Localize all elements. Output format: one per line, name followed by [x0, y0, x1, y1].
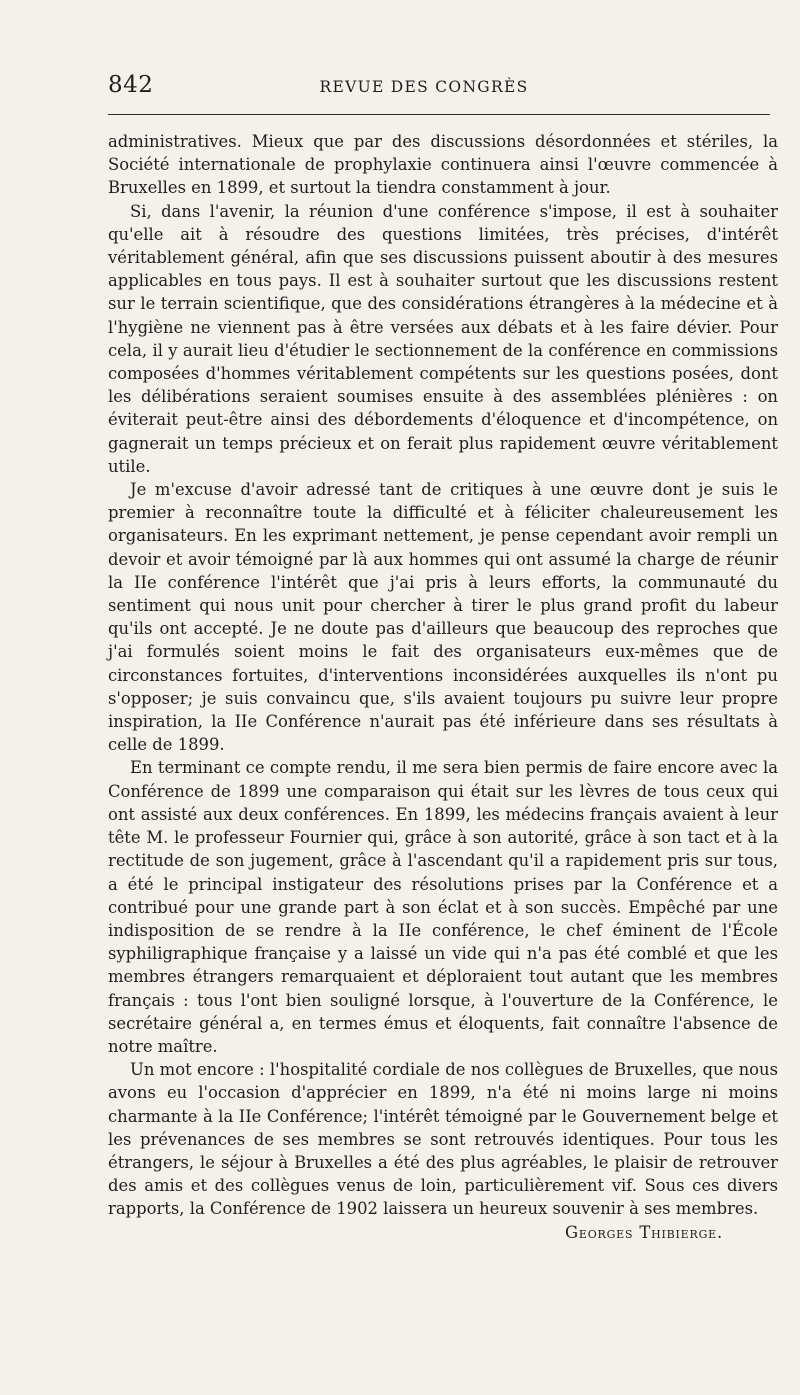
paragraph-future-conference: Si, dans l'avenir, la réunion d'une conférence s'impose, il est à souhaiter qu'elle ait à résoudre des questions limitées, très précises, d'intérêt véritablement général, afin que ses discussions puissent aboutir à des mesures applicables en tous pays. Il est à souhaiter surtout que les discussions restent sur le terrain scientifique, que des considérations étrangères à la médecine et à l'hygiène ne viennent pas à être versées aux débats et à les faire dévier. Pour cela, il y aurait lieu d'étudier le sectionnement de la conférence en commissions composées d'hommes véritablement compétents sur les questions posées, dont les délibérations seraient soumises ensuite à des assemblées plénières : on éviterait peut-être ainsi des débordements d'éloquence et d'incompétence, on gagnerait un temps précieux et on ferait plus rapidement œuvre véritablement utile. — [108, 201, 778, 476]
page-number: 842 — [108, 72, 154, 98]
page-header — [108, 70, 770, 100]
author-signature: Georges Thibierge. — [564, 1222, 723, 1242]
paragraph-critiques: Je m'excuse d'avoir adressé tant de critiques à une œuvre dont je suis le premier à reconnaître toute la difficulté et à féliciter chaleureusement les organisateurs. En les exprimant nettement, je pense cependant avoir rempli un devoir et avoir témoigné par là aux hommes qui ont assumé la charge de réunir la IIe conférence l'intérêt que j'ai pris à leurs efforts, la communauté du sentiment qui nous unit pour chercher à tirer le plus grand profit du labeur qu'ils ont accepté. Je ne doute pas d'ailleurs que beaucoup des reproches que j'ai formulés soient moins le fait des organisateurs eux-mêmes que de circonstances fortuites, d'interventions inconsidérées auxquelles ils n'ont pu s'opposer; je suis convaincu que, s'ils avaient toujours pu suivre leur propre inspiration, la IIe Conférence n'aurait pas été inférieure dans ses résultats à celle de 1899. — [108, 480, 778, 755]
paragraph-fournier: En terminant ce compte rendu, il me sera bien permis de faire encore avec la Conférence de 1899 une comparaison qui était sur les lèvres de tous ceux qui ont assisté aux deux conférences. En 1899, les médecins français avaient à leur tête M. le professeur Fournier qui, grâce à son autorité, grâce à son tact et à la rectitude de son jugement, grâce à l'ascendant qu'il a rapidement pris sur tous, a été le principal instigateur des résolutions prises par la Conférence et a contribué pour une grande part à son éclat et à son succès. Empêché par une indisposition de se rendre à la IIe conférence, le chef éminent de l'École syphiligraphique française y a laissé un vide qui n'a pas été comblé et que les membres étrangers remarquaient et déploraient tout autant que les membres français : tous l'ont bien souligné lorsque, à l'ouverture de la Conférence, le secrétaire général a, en termes émus et éloquents, fait connaître l'absence de notre maître. — [108, 758, 778, 1056]
signature-line — [108, 1221, 778, 1244]
paragraph-hospitality: Un mot encore : l'hospitalité cordiale de nos collègues de Bruxelles, que nous avons eu l'occasion d'apprécier en 1899, n'a été ni moins large ni moins charmante à la IIe Conférence; l'intérêt témoigné par le Gouvernement belge et les prévenances de ses membres se sont retrouvés identiques. Pour tous les étrangers, le séjour à Bruxelles a été des plus agréables, le plaisir de retrouver des amis et des collègues venus de loin, particulièrement vif. Sous ces divers rapports, la Conférence de 1902 laissera un heureux souvenir à ses membres. — [108, 1060, 778, 1219]
running-title: REVUE DES CONGRÈS — [319, 78, 529, 96]
article-body — [108, 130, 778, 1244]
header-rule — [108, 114, 770, 115]
paragraph-continuation: administratives. Mieux que par des discussions désordonnées et stériles, la Société internationale de prophylaxie continuera ainsi l'œuvre commencée à Bruxelles en 1899, et surtout la tiendra constamment à jour. — [108, 132, 778, 198]
